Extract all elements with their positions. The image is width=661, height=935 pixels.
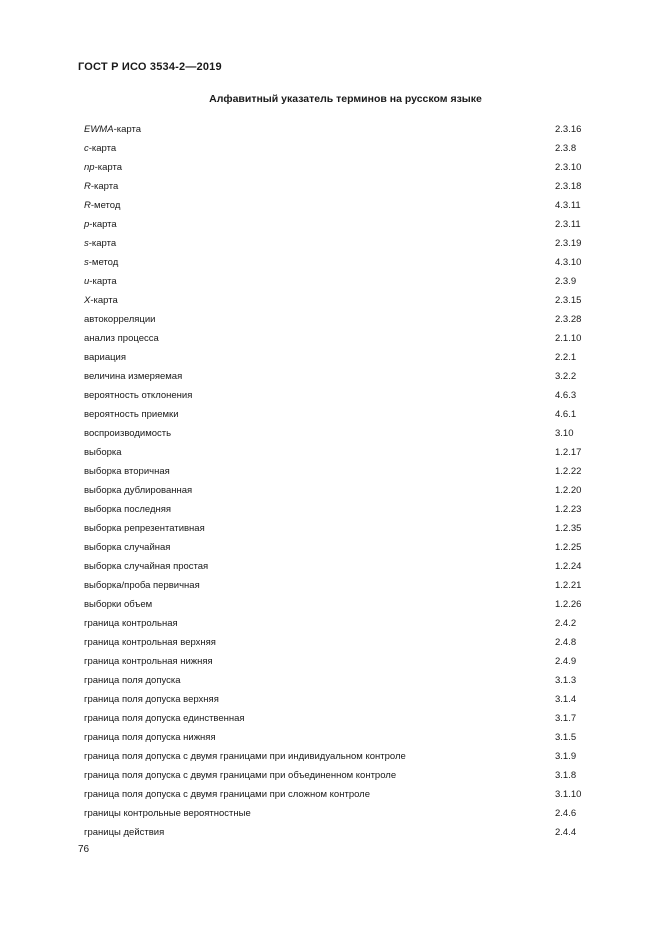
index-entry xyxy=(84,750,594,769)
index-term-text: -карта xyxy=(113,124,141,135)
index-term-text: -карта xyxy=(89,219,117,230)
index-term xyxy=(84,731,216,744)
index-term-text: граница поля допуска нижняя xyxy=(84,732,216,743)
index-entry xyxy=(84,237,594,256)
index-entry xyxy=(84,693,594,712)
index-term-text: границы действия xyxy=(84,827,165,838)
index-term-text: величина измеряемая xyxy=(84,371,183,382)
index-term-text: выборка случайная xyxy=(84,542,171,553)
index-entry xyxy=(84,769,594,788)
index-term-text: граница контрольная нижняя xyxy=(84,656,213,667)
index-term-text: -карта xyxy=(88,143,117,154)
index-reference: 1.2.20 xyxy=(555,485,582,496)
index-entry xyxy=(84,674,594,693)
index-reference: 1.2.24 xyxy=(555,561,582,572)
index-term xyxy=(84,503,171,516)
index-reference: 1.2.22 xyxy=(555,466,582,477)
index-title-text: Алфавитный указатель терминов на русском языке xyxy=(209,93,482,105)
index-reference: 1.2.21 xyxy=(555,580,582,591)
index-term-symbol: s xyxy=(84,238,89,249)
index-term-text: выборка дублированная xyxy=(84,485,193,496)
term-index-list xyxy=(84,123,594,845)
index-term xyxy=(84,123,141,136)
index-reference: 2.4.8 xyxy=(555,637,577,648)
index-term-text: граница поля допуска единственная xyxy=(84,713,245,724)
index-term-symbol: np xyxy=(84,162,95,173)
index-reference: 1.2.25 xyxy=(555,542,582,553)
index-term-text: выборка случайная простая xyxy=(84,561,209,572)
index-term xyxy=(84,655,213,668)
index-reference: 1.2.23 xyxy=(555,504,582,515)
index-entry xyxy=(84,712,594,731)
index-reference: 3.1.5 xyxy=(555,732,577,743)
index-term xyxy=(84,275,117,288)
index-entry xyxy=(84,446,594,465)
index-entry xyxy=(84,218,594,237)
index-reference: 2.3.11 xyxy=(555,219,581,230)
index-term xyxy=(84,750,406,763)
index-term xyxy=(84,807,251,820)
index-reference: 3.1.7 xyxy=(555,713,577,724)
index-term-text: граница контрольная верхняя xyxy=(84,637,216,648)
index-term-text: анализ процесса xyxy=(84,333,159,344)
index-entry xyxy=(84,541,594,560)
index-entry xyxy=(84,370,594,389)
index-reference: 4.3.10 xyxy=(555,257,582,268)
index-entry xyxy=(84,123,594,142)
index-reference: 3.1.8 xyxy=(555,770,577,781)
index-entry xyxy=(84,313,594,332)
index-term xyxy=(84,788,370,801)
index-entry xyxy=(84,617,594,636)
index-term-text: воспроизводимость xyxy=(84,428,172,439)
index-term-text: выборка вторичная xyxy=(84,466,170,477)
index-term xyxy=(84,674,181,687)
index-term xyxy=(84,313,155,326)
index-entry xyxy=(84,408,594,427)
index-reference: 2.2.1 xyxy=(555,352,577,363)
index-entry xyxy=(84,503,594,522)
index-term-text: границы контрольные вероятностные xyxy=(84,808,251,819)
index-term-text: граница поля допуска верхняя xyxy=(84,694,219,705)
index-entry xyxy=(84,579,594,598)
index-reference: 1.2.26 xyxy=(555,599,582,610)
index-title xyxy=(0,93,661,105)
index-entry xyxy=(84,389,594,408)
index-entry xyxy=(84,807,594,826)
index-reference: 4.6.1 xyxy=(555,409,577,420)
index-term-text: автокорреляции xyxy=(84,314,156,325)
index-entry xyxy=(84,351,594,370)
index-term-text: -карта xyxy=(89,276,117,287)
index-term-text: вероятность приемки xyxy=(84,409,179,420)
index-reference: 3.10 xyxy=(555,428,574,439)
index-entry xyxy=(84,788,594,807)
index-reference: 2.3.28 xyxy=(555,314,582,325)
index-entry xyxy=(84,294,594,313)
index-term xyxy=(84,693,219,706)
index-term xyxy=(84,237,116,250)
index-reference: 3.2.2 xyxy=(555,371,577,382)
index-term-text: вариация xyxy=(84,352,126,363)
index-term-symbol: R xyxy=(84,200,91,211)
index-term-text: -метод xyxy=(88,257,119,268)
index-entry xyxy=(84,522,594,541)
index-term xyxy=(84,218,117,231)
index-reference: 3.1.9 xyxy=(555,751,577,762)
index-reference: 2.4.2 xyxy=(555,618,577,629)
index-reference: 1.2.35 xyxy=(555,523,582,534)
index-term-text: граница поля допуска с двумя границами при индивидуальном контроле xyxy=(84,751,406,762)
index-term-text: выборка последняя xyxy=(84,504,172,515)
index-entry xyxy=(84,598,594,617)
index-term xyxy=(84,598,152,611)
index-term xyxy=(84,161,122,174)
index-term-text: вероятность отклонения xyxy=(84,390,193,401)
index-term xyxy=(84,617,178,630)
index-term xyxy=(84,522,205,535)
index-reference: 2.4.9 xyxy=(555,656,577,667)
index-entry xyxy=(84,180,594,199)
index-term xyxy=(84,826,164,839)
index-term-text: -метод xyxy=(90,200,121,211)
index-term-text: граница поля допуска с двумя границами при сложном контроле xyxy=(84,789,370,800)
index-reference: 2.3.18 xyxy=(555,181,582,192)
index-entry xyxy=(84,636,594,655)
index-reference: 3.1.4 xyxy=(555,694,577,705)
index-term xyxy=(84,370,182,383)
index-reference: 3.1.3 xyxy=(555,675,577,686)
document-header: ГОСТ Р ИСО 3534-2—2019 xyxy=(78,61,222,73)
index-term-symbol: s xyxy=(84,257,89,268)
index-entry xyxy=(84,484,594,503)
index-entry xyxy=(84,142,594,161)
index-term xyxy=(84,408,179,421)
index-reference: 2.4.6 xyxy=(555,808,577,819)
index-term xyxy=(84,332,159,345)
index-term xyxy=(84,427,171,440)
index-reference: 1.2.17 xyxy=(555,447,582,458)
page-number: 76 xyxy=(78,844,90,855)
index-term-text: выборка xyxy=(84,447,122,458)
index-reference: 2.4.4 xyxy=(555,827,577,838)
index-entry xyxy=(84,655,594,674)
index-term-symbol: p xyxy=(84,219,90,230)
index-reference: 2.3.19 xyxy=(555,238,582,249)
index-term-text: выборки объем xyxy=(84,599,153,610)
index-entry xyxy=(84,161,594,180)
index-term-text: выборка/проба первичная xyxy=(84,580,200,591)
index-term xyxy=(84,712,245,725)
index-term-text: граница поля допуска xyxy=(84,675,181,686)
index-term-symbol: X xyxy=(84,295,91,306)
index-term-symbol: EWMA xyxy=(84,124,114,135)
index-term-text: выборка репрезентативная xyxy=(84,523,205,534)
index-term xyxy=(84,389,192,402)
index-term xyxy=(84,465,170,478)
index-entry xyxy=(84,199,594,218)
index-term-text: -карта xyxy=(90,181,119,192)
index-reference: 2.3.15 xyxy=(555,295,582,306)
index-reference: 3.1.10 xyxy=(555,789,582,800)
index-entry xyxy=(84,427,594,446)
index-term xyxy=(84,180,118,193)
index-term-symbol: c xyxy=(84,143,89,154)
index-entry xyxy=(84,465,594,484)
index-reference: 2.3.8 xyxy=(555,143,577,154)
index-entry xyxy=(84,332,594,351)
index-term xyxy=(84,199,120,212)
index-term xyxy=(84,541,170,554)
index-term xyxy=(84,351,126,364)
index-term xyxy=(84,560,208,573)
index-term xyxy=(84,636,216,649)
index-term xyxy=(84,142,116,155)
index-term-text: -карта xyxy=(94,162,122,173)
index-reference: 2.3.16 xyxy=(555,124,582,135)
index-term xyxy=(84,256,118,269)
index-term-symbol: R xyxy=(84,181,91,192)
index-term-text: граница поля допуска с двумя границами при объединенном контроле xyxy=(84,770,397,781)
index-term xyxy=(84,769,396,782)
index-term-symbol: u xyxy=(84,276,90,287)
index-entry xyxy=(84,731,594,750)
index-term-text: -карта xyxy=(88,238,117,249)
index-term xyxy=(84,484,192,497)
index-entry xyxy=(84,560,594,579)
index-term xyxy=(84,446,122,459)
index-term-text: -карта xyxy=(90,295,118,306)
index-entry xyxy=(84,256,594,275)
index-term-text: граница контрольная xyxy=(84,618,178,629)
index-term xyxy=(84,579,200,592)
index-term xyxy=(84,294,118,307)
index-reference: 2.1.10 xyxy=(555,333,582,344)
index-entry xyxy=(84,275,594,294)
index-reference: 4.3.11 xyxy=(555,200,581,211)
index-reference: 4.6.3 xyxy=(555,390,577,401)
index-reference: 2.3.9 xyxy=(555,276,577,287)
index-reference: 2.3.10 xyxy=(555,162,582,173)
index-entry xyxy=(84,826,594,845)
